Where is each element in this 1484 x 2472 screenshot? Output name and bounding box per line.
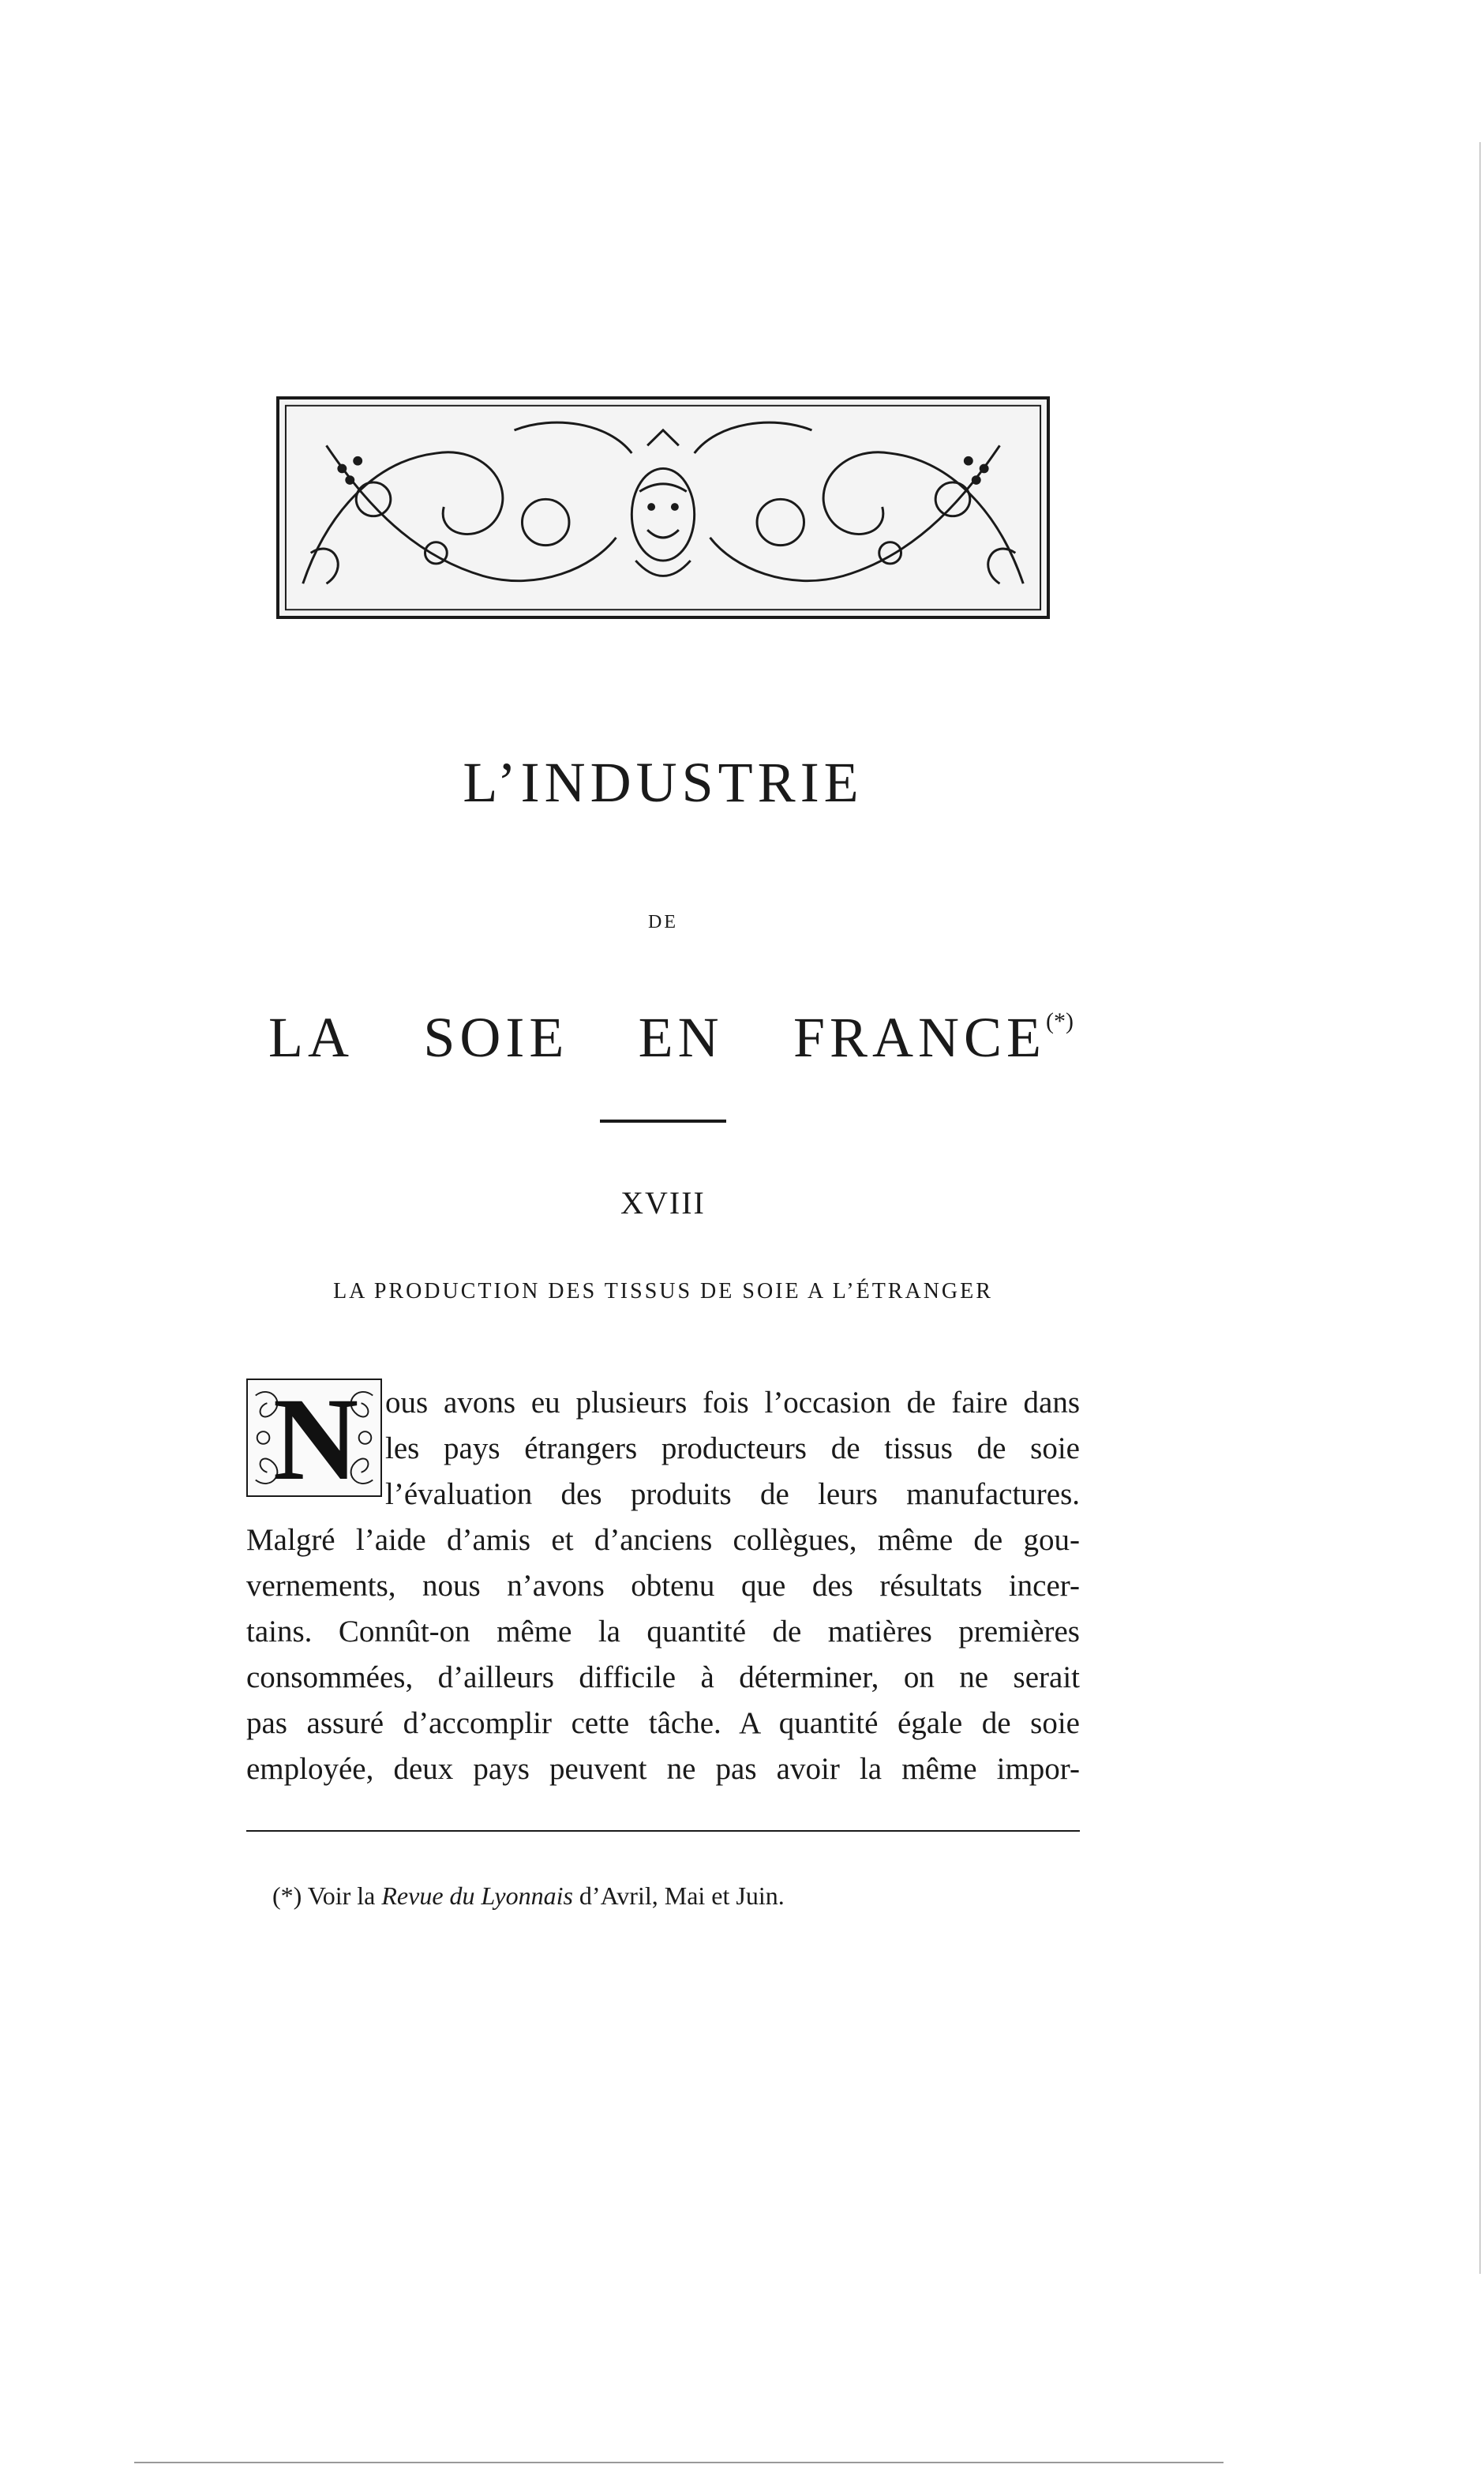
body-line: employée, deux pays peuvent ne pas avoir la même impor-	[246, 1752, 1080, 1786]
drop-cap-ornament-icon	[246, 1374, 382, 1505]
title-connector: DE	[648, 912, 678, 932]
footnote-mark: (*)	[272, 1881, 302, 1910]
title-word: LA	[268, 1006, 354, 1069]
title-main: L’INDUSTRIE	[463, 751, 864, 814]
title-word-last	[793, 1006, 1074, 1069]
chapter-number: XVIII	[620, 1185, 706, 1221]
ornamental-headpiece-icon	[276, 396, 1050, 619]
body-line: consommées, d’ailleurs difficile à déterminer, on ne serait	[246, 1660, 1080, 1694]
scan-bottom-line	[134, 2462, 1224, 2463]
footnote-journal: Revue du Lyonnais	[381, 1881, 573, 1910]
footnote-separator	[246, 1830, 1080, 1832]
body-line: vernements, nous n’avons obtenu que des résultats incer-	[246, 1569, 1080, 1603]
drop-cap-letter: N	[272, 1374, 359, 1505]
footnote-suffix: d’Avril, Mai et Juin.	[572, 1881, 785, 1910]
body-line: ous avons eu plusieurs fois l’occasion de faire dans	[385, 1386, 1080, 1420]
title-word: EN	[638, 1006, 724, 1069]
body-line: l’évaluation des produits de leurs manufactures.	[385, 1477, 1080, 1511]
body-line: Malgré l’aide d’amis et d’anciens collègues, même de gou-	[246, 1523, 1080, 1557]
scan-edge-line	[1479, 142, 1481, 2274]
footnote-prefix: Voir la	[302, 1881, 382, 1910]
title-word: FRANCE	[793, 1006, 1047, 1069]
section-title: LA PRODUCTION DES TISSUS DE SOIE A L’ÉTRANGER	[333, 1279, 993, 1304]
title-second-line	[268, 1006, 1074, 1069]
title-divider	[600, 1120, 726, 1123]
body-line: les pays étrangers producteurs de tissus de soie	[385, 1431, 1080, 1465]
body-line: tains. Connût-on même la quantité de matières premières	[246, 1615, 1080, 1649]
footnote-reference: (*)	[1046, 1008, 1074, 1034]
body-line: pas assuré d’accomplir cette tâche. A quantité égale de soie	[246, 1706, 1080, 1740]
footnote	[272, 1883, 785, 1908]
title-word: SOIE	[423, 1006, 569, 1069]
